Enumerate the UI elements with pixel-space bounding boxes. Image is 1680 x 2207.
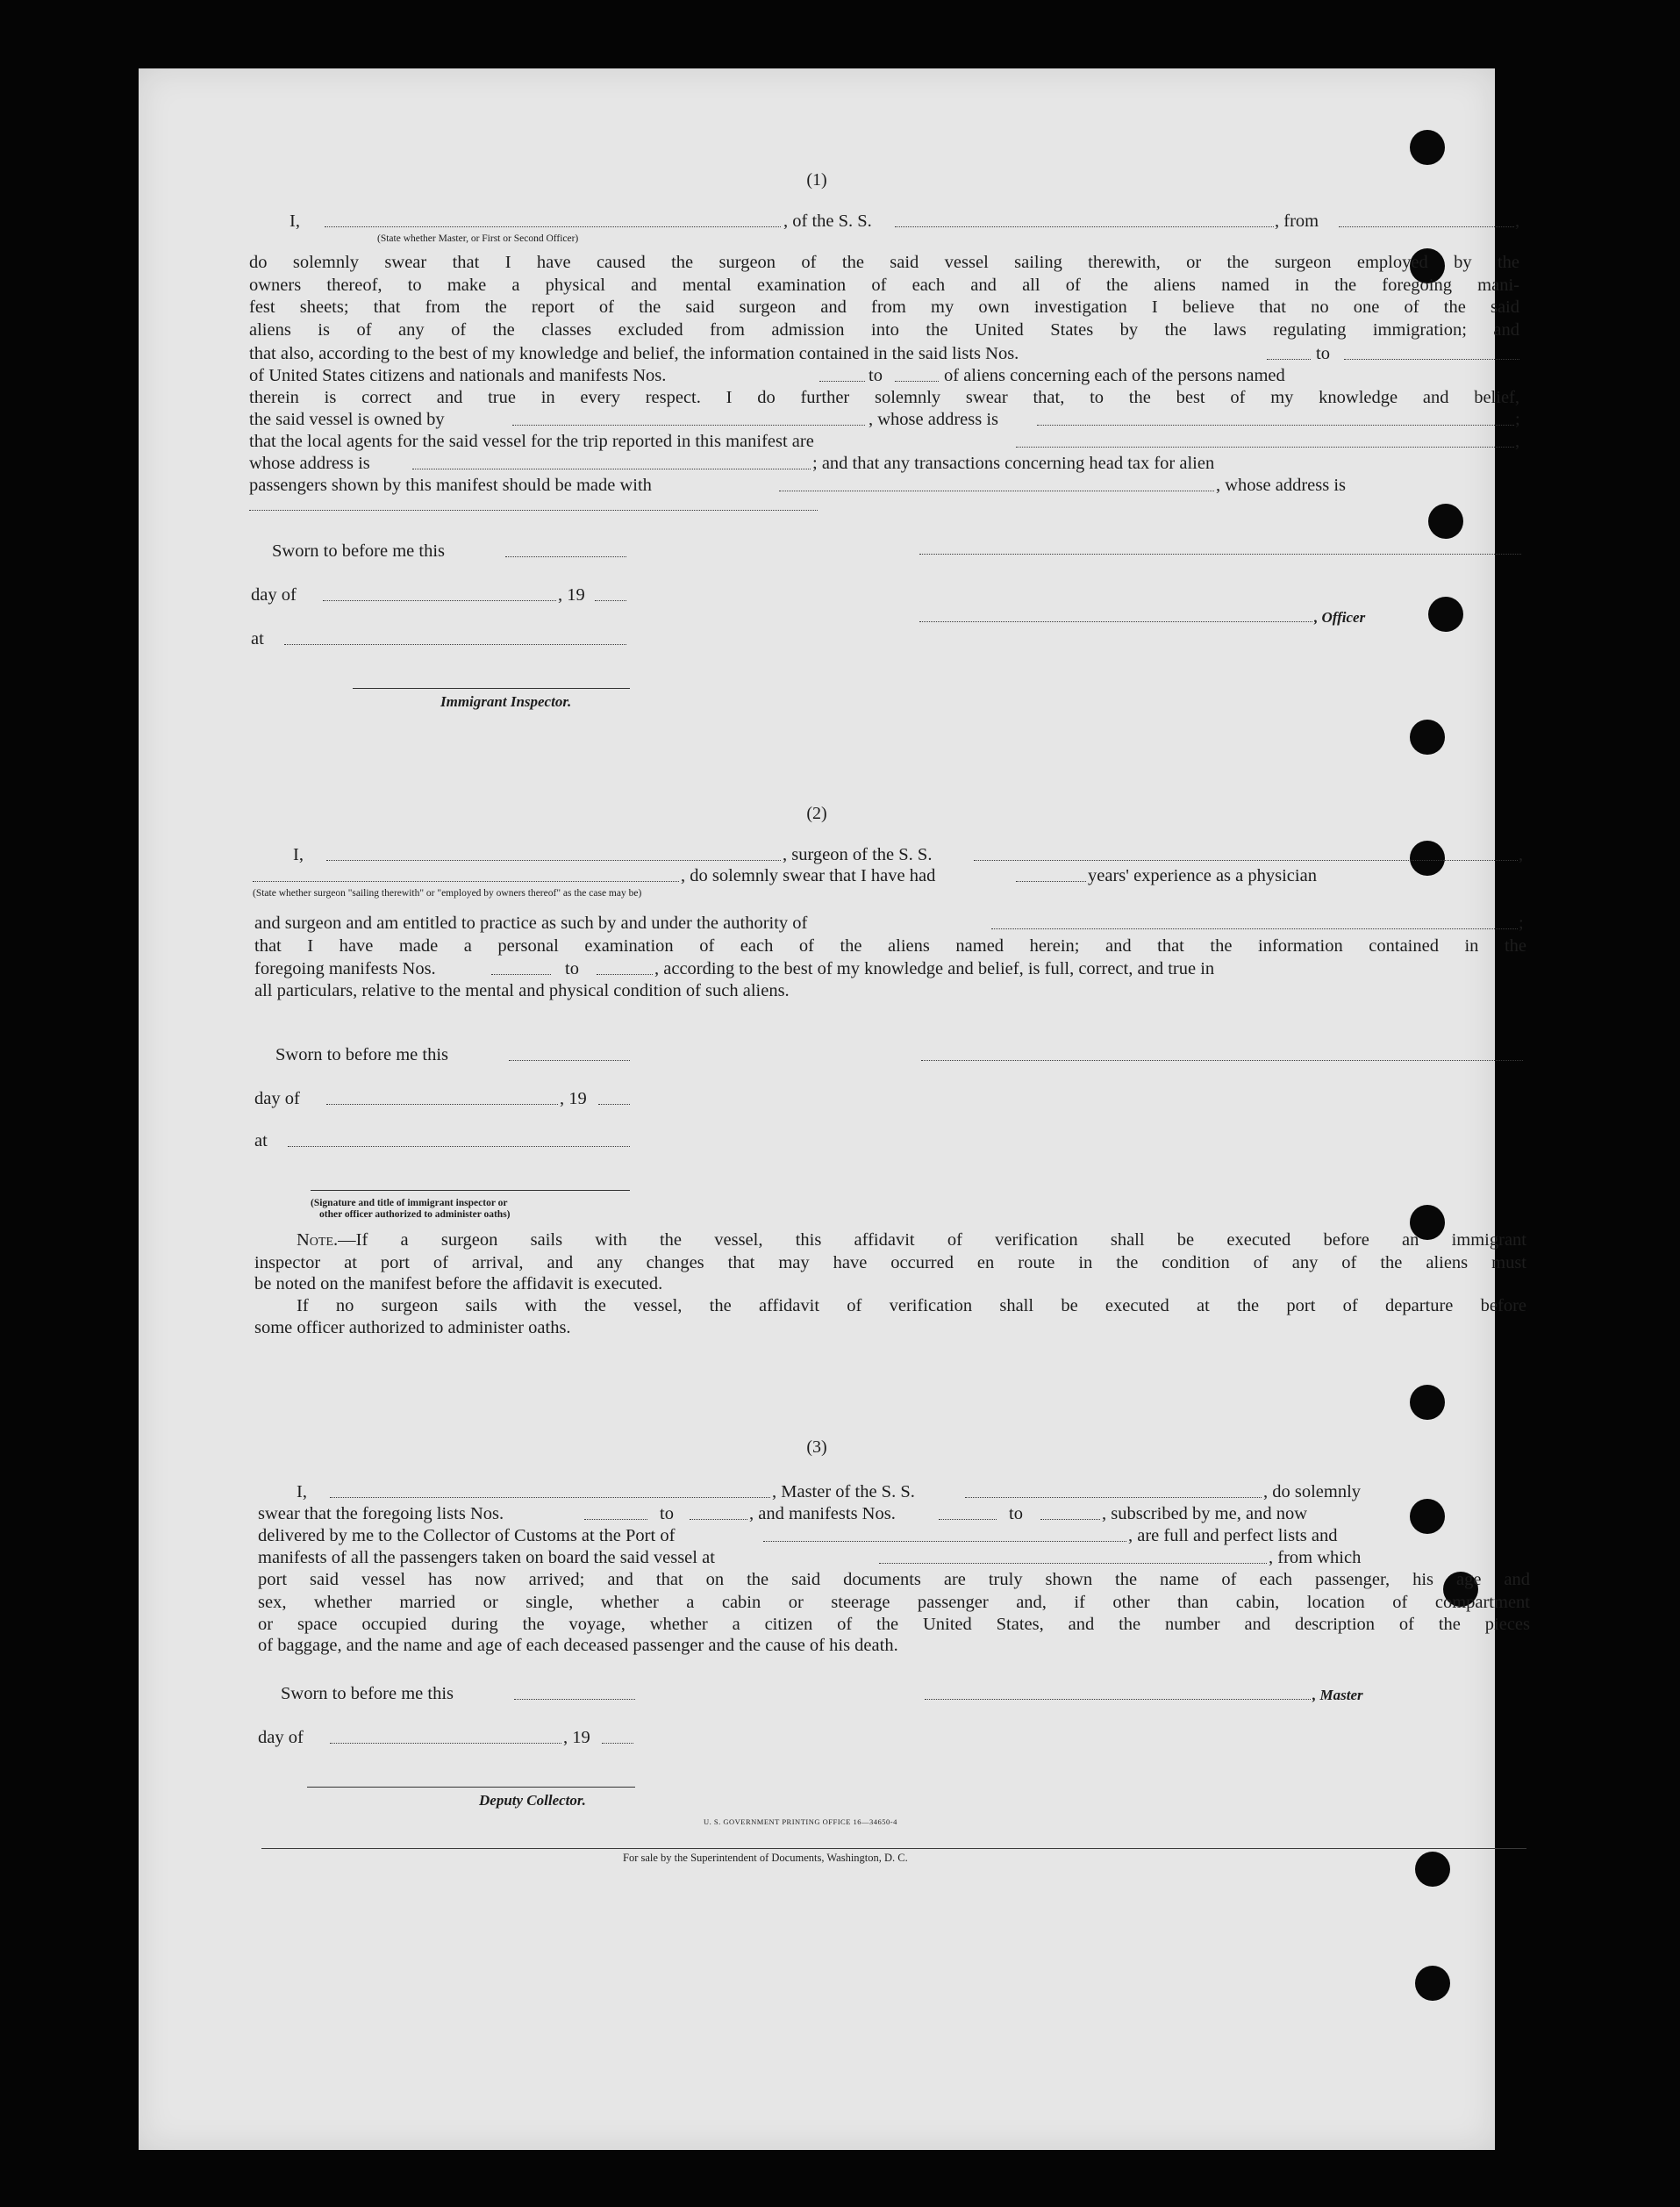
lists-from-field[interactable] (1267, 359, 1311, 360)
label: passengers shown by this manifest should be made with (249, 476, 652, 495)
manifests-from-field[interactable] (819, 381, 865, 382)
sworn-month-field[interactable] (326, 1104, 558, 1105)
manifests-to-field[interactable] (597, 974, 653, 975)
label: and surgeon and am entitled to practice as such by and under the authority of (254, 914, 808, 933)
label: ; (1519, 914, 1524, 933)
lists-to-field[interactable] (690, 1519, 747, 1520)
manifests-from-field[interactable] (491, 974, 551, 975)
punch-hole-icon (1410, 130, 1445, 165)
label: to (1009, 1504, 1023, 1523)
collector-signature-field[interactable] (307, 1787, 635, 1788)
ship-name-field[interactable] (965, 1497, 1262, 1498)
label: that also, according to the best of my knowledge and belief, the information contained in the said lists Nos. (249, 344, 1019, 363)
paragraph-line: sex, whether married or single, whether a cabin or steerage passenger and, if other than cabin, location of compartment (258, 1592, 1530, 1612)
field-caption: (Signature and title of immigrant inspector or (311, 1198, 508, 1208)
label: I, (297, 1482, 307, 1501)
inspector-signature-field[interactable] (353, 688, 630, 689)
sworn-at-field[interactable] (284, 644, 626, 645)
paragraph-line: aliens is of any of the classes excluded from admission into the United States by the laws regulating immigration; and (249, 319, 1519, 340)
printing-office-line: U. S. GOVERNMENT PRINTING OFFICE 16—34650-4 (704, 1817, 897, 1826)
label: , (1519, 845, 1524, 864)
surgeon-signature-field[interactable] (921, 1060, 1523, 1061)
manifests-to-field[interactable] (1040, 1519, 1100, 1520)
label: , from which (1269, 1548, 1362, 1567)
label: of aliens concerning each of the persons named (944, 366, 1285, 385)
master-signature-field[interactable] (925, 1699, 1311, 1700)
head-tax-address-field[interactable] (249, 510, 818, 511)
label: , surgeon of the S. S. (783, 845, 933, 864)
punch-hole-icon (1415, 1852, 1450, 1887)
label: at (254, 1131, 268, 1150)
section-number: (2) (806, 804, 827, 823)
label: whose address is (249, 454, 370, 473)
label: day of (251, 585, 297, 605)
label: , 19 (563, 1728, 590, 1747)
sworn-at-field[interactable] (288, 1146, 630, 1147)
punch-hole-icon (1428, 504, 1463, 539)
punch-hole-icon (1410, 720, 1445, 755)
label: , Master (1312, 1687, 1363, 1703)
punch-hole-icon (1428, 597, 1463, 632)
field-caption: (State whether surgeon "sailing therewith" or "employed by owners thereof" as the case may be) (253, 888, 642, 899)
sworn-day-field[interactable] (509, 1060, 630, 1061)
label: , whose address is (869, 410, 999, 429)
paragraph-line: inspector at port of arrival, and any changes that may have occurred en route in the condition of any of the aliens must (254, 1252, 1526, 1272)
sworn-day-field[interactable] (514, 1699, 635, 1700)
label: the said vessel is owned by (249, 410, 445, 429)
master-name-field[interactable] (330, 1497, 770, 1498)
sworn-year-field[interactable] (595, 600, 626, 601)
from-port-field[interactable] (1339, 226, 1514, 227)
label: , whose address is (1216, 476, 1347, 495)
punch-hole-icon (1410, 1385, 1445, 1420)
signature-line[interactable] (919, 554, 1521, 555)
label: , from (1275, 211, 1319, 231)
label: , subscribed by me, and now (1102, 1504, 1307, 1523)
label: at (251, 629, 264, 648)
label: years' experience as a physician (1088, 866, 1317, 885)
label: Deputy Collector. (479, 1792, 586, 1809)
punch-hole-icon (1410, 841, 1445, 876)
label: day of (258, 1728, 304, 1747)
label: Immigrant Inspector. (440, 693, 572, 710)
paragraph-line: owners thereof, to make a physical and mental examination of each and all of the aliens named in the foregoing mani- (249, 275, 1519, 295)
field-caption: other officer authorized to administer oaths) (319, 1209, 511, 1220)
label: , are full and perfect lists and (1128, 1526, 1338, 1545)
label: , do solemnly swear that I have had (681, 866, 936, 885)
owner-field[interactable] (512, 425, 865, 426)
label: Sworn to before me this (275, 1045, 448, 1064)
boarding-port-field[interactable] (879, 1563, 1267, 1564)
label: that the local agents for the said vessel for the trip reported in this manifest are (249, 432, 814, 451)
section-number: (3) (806, 1437, 827, 1457)
label: ; and that any transactions concerning head tax for alien (812, 454, 1215, 473)
sworn-month-field[interactable] (323, 600, 556, 601)
note-label: Note. (297, 1230, 339, 1250)
label: to (1316, 344, 1330, 363)
sworn-month-field[interactable] (330, 1743, 561, 1744)
label: , and manifests Nos. (749, 1504, 896, 1523)
label: I, (293, 845, 304, 864)
paragraph-line: that I have made a personal examination of each of the aliens named herein; and that the information contained in the (254, 936, 1526, 956)
label: to (565, 959, 579, 978)
label: I, (290, 211, 300, 231)
footer-rule (261, 1848, 1526, 1849)
label: to (660, 1504, 674, 1523)
field-caption: (State whether Master, or First or Second Officer) (377, 233, 579, 244)
years-field[interactable] (1016, 881, 1086, 882)
punch-hole-icon (1415, 1966, 1450, 2001)
sworn-year-field[interactable] (602, 1743, 633, 1744)
label: , do solemnly (1263, 1482, 1362, 1501)
paragraph-line: —If a surgeon sails with the vessel, this affidavit of verification shall be executed before an immigrant (338, 1230, 1526, 1250)
paragraph-line: do solemnly swear that I have caused the surgeon of the said vessel sailing therewith, or the surgeon employed by the (249, 253, 1519, 272)
paragraph-line: If no surgeon sails with the vessel, the affidavit of verification shall be executed at the port of departure before (297, 1296, 1526, 1315)
label: some officer authorized to administer oaths. (254, 1318, 571, 1337)
label: manifests of all the passengers taken on board the said vessel at (258, 1548, 715, 1567)
form-page: (1) I, , of the S. S. , from , (State whether Master, or First or Second Officer) do solemnly swear that I have caused the surgeon of the said vessel sailing therewith, or the surgeon employed by the owners thereof, to make a physical and mental examination of each and all of the aliens named in the foregoing mani- fest sheets; that from the report of the said surgeon and from my own investigation I believe that no one of the said aliens is of any of the classes excluded from admission into the United States by the laws regulating immigration; and that also, according to the best of my knowledge and belief, the information contained in the said lists Nos. to of United States citizens and nationals and manifests Nos. to of aliens concerning each of the persons named therein is correct and true in every respect. I do further solemnly swear that, to the best of my knowledge and belief, the said vessel is owned by , whose address is ; that the local agents for the said vessel for the trip reported in this manifest are , whose address is ; and that any transactions concerning head tax for alien passengers shown by this manifest should be made with , whose address is Sworn to before me this day of , 19 , Officer at Immigrant Inspector. (2) I, , surgeon of the S. S. , , do solemnly swear that I have had years' experience as a physician (State whether surgeon "sailing therewith" or "employed by owners thereof" as the case may be) and surgeon and am entitled to practice as such by and under the authority of ; that I have made a personal examination of each of the aliens named herein; and that the information contained in the foregoing manifests Nos. to , according to the best of my knowledge and belief, is full, correct, and true in all particulars, relative to the mental and physical condition of such aliens. Sworn to before me this day of , 19 at (Signature and title of immigrant inspector or other officer authorized to administer oaths) Note.—If a surgeon sails with the vessel, this affidavit of verification shall be executed before an immigrant inspector at port of arrival, and any changes that may have occurred en route in the condition of any of the aliens must be noted on the manifest before the affidavit is executed. If no surgeon sails with the vessel, the affidavit of verification shall be executed at the port of departure before some officer authorized to administer oaths. (3) I, , Master of the S. S. , do solemnly swear that the foregoing lists Nos. to , and manifests Nos. to , subscribed by me, and now delivered by me to the Collector of Customs at the Port of , are full and perfect lists and manifests of all the passengers taken on board the said vessel at , from which port said vessel has now arrived; and that on the said documents are truly shown the name of each passenger, his age and sex, whether married or single, whether a cabin or steerage passenger and, if other than cabin, location of compartment or space occupied during the voyage, whether a citizen of the United States, and the number and description of the pieces of baggage, and the name and age of each deceased passenger and the cause of his death. Sworn to before me this , Master day of , 19 Deputy Collector. U. S. GOVERNMENT PRINTING OFFICE 16—34650-4 For sale by the Superintendent of Documents, Washington, D. C. (139, 68, 1495, 2150)
port-field[interactable] (763, 1541, 1126, 1542)
label: , Master of the S. S. (772, 1482, 915, 1501)
sworn-year-field[interactable] (598, 1104, 630, 1105)
officer-signature-field[interactable] (919, 621, 1312, 622)
inspector-signature-field[interactable] (311, 1190, 630, 1191)
label: of United States citizens and nationals and manifests Nos. (249, 366, 667, 385)
lists-from-field[interactable] (584, 1519, 647, 1520)
label: , 19 (558, 585, 585, 605)
surgeon-name-field[interactable] (326, 860, 781, 861)
owner-address-field[interactable] (1037, 425, 1514, 426)
local-agents-field[interactable] (1016, 447, 1514, 448)
paragraph-line: port said vessel has now arrived; and that on the said documents are truly shown the name of each passenger, his age and (258, 1570, 1530, 1589)
label: day of (254, 1089, 300, 1108)
label: , according to the best of my knowledge and belief, is full, correct, and true in (654, 959, 1215, 978)
authority-field[interactable] (991, 928, 1518, 929)
ship-name-field[interactable] (895, 226, 1274, 227)
paragraph-line: or space occupied during the voyage, whether a citizen of the United States, and the number and description of the pieces (258, 1615, 1530, 1634)
paragraph-line: fest sheets; that from the report of the said surgeon and from my own investigation I believe that no one of the said (249, 297, 1519, 317)
footer-sale-notice: For sale by the Superintendent of Documents, Washington, D. C. (623, 1852, 908, 1864)
label: to (869, 366, 883, 385)
paragraph-line: therein is correct and true in every respect. I do further solemnly swear that, to the best of my knowledge and belief, (249, 388, 1519, 407)
punch-hole-icon (1410, 1499, 1445, 1534)
label: ; (1515, 410, 1520, 429)
label: of baggage, and the name and age of each deceased passenger and the cause of his death. (258, 1636, 898, 1655)
label: Sworn to before me this (281, 1684, 454, 1703)
label: delivered by me to the Collector of Customs at the Port of (258, 1526, 676, 1545)
label: , Officer (1314, 609, 1366, 626)
label: foregoing manifests Nos. (254, 959, 436, 978)
label: be noted on the manifest before the affidavit is executed. (254, 1274, 663, 1293)
manifests-from-field[interactable] (939, 1519, 997, 1520)
label: swear that the foregoing lists Nos. (258, 1504, 504, 1523)
surgeon-status-field[interactable] (253, 881, 679, 882)
section-number: (1) (806, 170, 827, 190)
label: , 19 (560, 1089, 587, 1108)
label: Sworn to before me this (272, 541, 445, 561)
sworn-day-field[interactable] (505, 556, 626, 557)
label: , of the S. S. (783, 211, 872, 231)
officer-field[interactable] (325, 226, 781, 227)
ship-name-field[interactable] (974, 860, 1518, 861)
label: all particulars, relative to the mental and physical condition of such aliens. (254, 981, 790, 1000)
manifests-to-field[interactable] (895, 381, 939, 382)
lists-to-field[interactable] (1344, 359, 1519, 360)
